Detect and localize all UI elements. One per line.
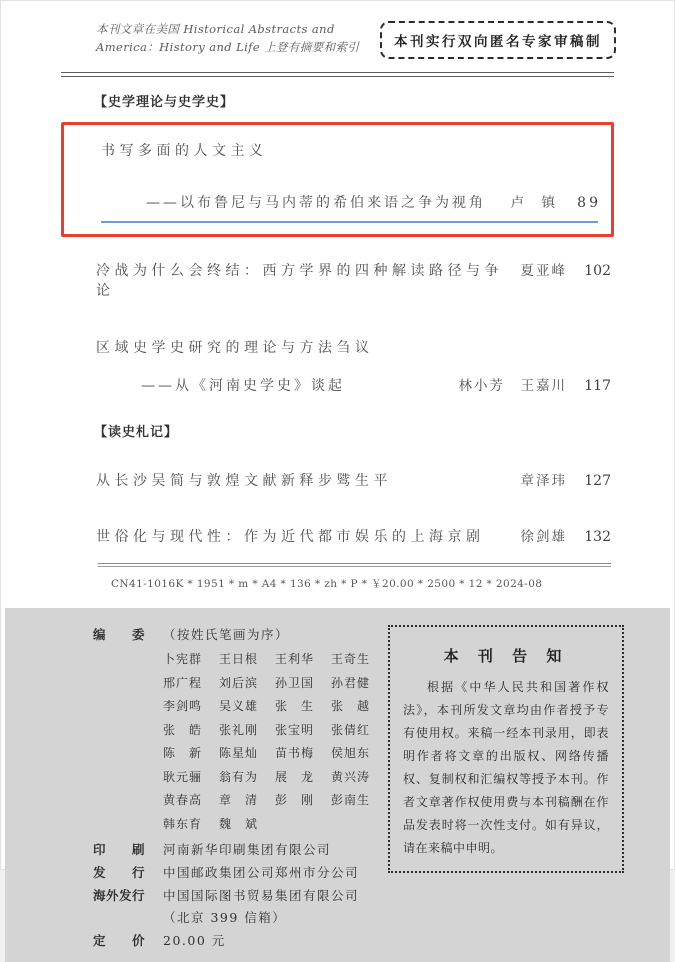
toc-entry-authors: 章泽玮 — [520, 473, 567, 489]
printer-row — [93, 840, 374, 858]
editor-name: 魏 斌 — [219, 816, 259, 831]
toc-entry-title: 世俗化与现代性：作为近代都市娱乐的上海京剧 — [96, 529, 485, 545]
editor-name: 张礼刚 — [219, 722, 259, 737]
header-divider — [61, 72, 614, 77]
editor-name: 张 皓 — [163, 722, 203, 737]
distributor-value: 中国邮政集团公司郑州市分公司 — [163, 864, 360, 880]
notice-body: 根据《中华人民共和国著作权法》，本刊所发文章均由作者授予专有使用权。来稿一经本刊录用，即表明作者将文章的出版权、网络传播权、复制权和汇编权等授予本刊。作者文章著作权使用费与本刊稿酬在作品发表时将一次性支付。如有异议，请在来稿中申明。 — [403, 680, 609, 856]
editor-name: 刘后滨 — [219, 675, 259, 690]
editor-name: 孙卫国 — [275, 675, 315, 690]
toc-entry-subtitle: ——从《河南史学史》谈起 — [141, 378, 345, 394]
price-row — [93, 931, 374, 949]
toc-entry-title: 区域史学史研究的理论与方法刍议 — [96, 340, 374, 356]
notice-title: 本 刊 告 知 — [443, 647, 569, 665]
editor-name: 彭 刚 — [275, 793, 315, 807]
editor-name: 张 越 — [331, 699, 371, 713]
toc-entry-row — [96, 525, 611, 546]
review-policy-text: 本刊实行双向匿名专家审稿制 — [394, 34, 602, 50]
toc-entry-authors: 夏亚峰 — [520, 263, 567, 279]
toc-entry-row — [96, 469, 611, 490]
editor-name: 张倩红 — [331, 722, 371, 737]
toc-entry-subtitle: ——以布鲁尼与马内蒂的希伯来语之争为视角 — [146, 195, 486, 211]
editor-name: 孙君健 — [331, 675, 371, 690]
page-header — [1, 1, 674, 59]
indexing-note-line2: America：History and Life 上登有摘要和索引 — [96, 39, 360, 54]
toc-entry-row — [101, 176, 601, 212]
editor-name: 陈星灿 — [219, 746, 259, 760]
editor-name: 陈 新 — [163, 746, 203, 760]
editor-name: 侯旭东 — [331, 746, 371, 760]
toc-entry-meta — [511, 191, 602, 211]
editor-name: 王利华 — [275, 652, 315, 666]
overseas-distributor-row — [93, 886, 374, 904]
price-label: 定 价 — [93, 932, 146, 948]
editor-name: 韩东育 — [163, 816, 203, 831]
section-heading-reading-notes: 【读史札记】 — [94, 425, 179, 440]
entry-underline-rule — [101, 221, 598, 223]
toc-entry-authors: 林小芳 王嘉川 — [458, 378, 567, 394]
editor-name: 黄兴涛 — [331, 769, 371, 784]
toc-entry-title: 冷战为什么会终结：西方学界的四种解读路径与争论 — [96, 263, 503, 299]
editor-name: 黄春高 — [163, 793, 203, 807]
imprint-barcode-line: CN41-1016K * 1951 * m * A4 * 136 * zh * P * ￥20.00 * 2500 * 12 * 2024-08 — [111, 578, 543, 590]
journal-notice-box — [388, 625, 624, 873]
printer-value: 河南新华印刷集团有限公司 — [163, 841, 332, 857]
printer-label: 印 刷 — [93, 841, 146, 857]
overseas-distributor-label: 海外发行 — [93, 887, 146, 903]
toc-entry-title: 从长沙吴简与敦煌文献新释步骘生平 — [96, 473, 392, 489]
review-policy-stamp — [380, 21, 616, 59]
overseas-distributor-value: 中国国际图书贸易集团有限公司 — [163, 887, 360, 903]
editorial-board-row — [93, 625, 374, 643]
indexing-note-line1: 本刊文章在美国 Historical Abstracts and — [96, 22, 335, 36]
editorial-board-label: 编 委 — [93, 627, 146, 642]
footer-divider — [98, 563, 611, 567]
editor-name: 邢广程 — [163, 675, 203, 690]
toc-entry-meta — [459, 374, 612, 394]
toc-entry-meta — [521, 259, 612, 279]
colophon-panel — [5, 608, 670, 962]
toc-entry-authors: 徐剑雄 — [520, 529, 567, 545]
editor-name: 耿元骊 — [163, 769, 203, 784]
toc-entry-meta — [521, 525, 612, 545]
price-value: 20.00 元 — [163, 932, 226, 948]
editor-name: 翁有为 — [219, 769, 259, 784]
distributor-label: 发 行 — [93, 864, 146, 880]
toc-entry-meta — [521, 469, 612, 489]
toc-body — [96, 259, 611, 546]
editor-name: 卜宪群 — [163, 652, 203, 666]
toc-entry-page: 117 — [584, 378, 611, 394]
colophon-info — [93, 625, 374, 962]
editorial-board-note: （按姓氏笔画为序） — [163, 627, 290, 642]
toc-entry-row — [96, 259, 611, 300]
editor-name: 吴义雄 — [219, 699, 259, 713]
toc-entry-row — [96, 374, 611, 395]
editor-name: 展 龙 — [275, 769, 315, 784]
editor-name: 张 生 — [275, 699, 315, 713]
editor-name: 彭南生 — [331, 793, 371, 807]
toc-entry-page: 132 — [584, 529, 611, 545]
editor-name: 章 清 — [219, 793, 259, 807]
editor-name: 李剑鸣 — [163, 699, 203, 713]
editor-name: 张宝明 — [275, 722, 315, 737]
indexing-note — [96, 21, 359, 57]
highlight-annotation-box — [61, 122, 614, 237]
toc-entry-authors: 卢 镇 — [510, 195, 557, 211]
editor-name: 王日根 — [219, 652, 259, 666]
editorial-board-names — [163, 650, 374, 832]
editor-name: 苗书梅 — [275, 746, 315, 760]
toc-entry-page: 127 — [584, 473, 611, 489]
distributor-row — [93, 863, 374, 881]
toc-entry-title: 书写多面的人文主义 — [101, 143, 268, 159]
toc-entry-page: 102 — [584, 263, 611, 279]
toc-entry-page: 89 — [577, 195, 601, 211]
overseas-distributor-address: （北京 399 信箱） — [163, 909, 287, 925]
editor-name: 王奇生 — [331, 652, 371, 666]
section-heading-historiography: 【史学理论与史学史】 — [94, 95, 235, 110]
